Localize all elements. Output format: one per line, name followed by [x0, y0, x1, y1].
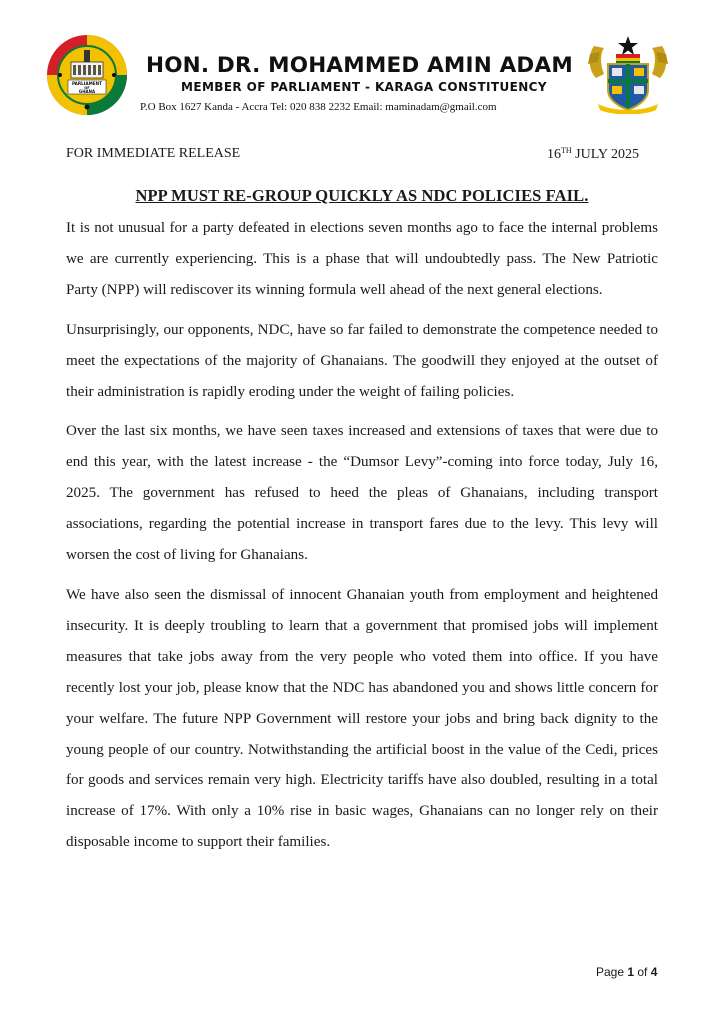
- logo-text-line-2: OF: [84, 86, 90, 90]
- current-page: 1: [627, 965, 635, 979]
- mp-role: MEMBER OF PARLIAMENT - KARAGA CONSTITUENCY: [181, 80, 547, 94]
- date-month-year: JULY 2025: [571, 147, 639, 162]
- date-day: 16: [547, 147, 561, 162]
- paragraph: We have also seen the dismissal of innocent Ghanaian youth from employment and heightened insecurity. It is deeply troubling to learn that a government that promised jobs will implement measures that take jobs away from the very people who voted them into office. If you have recently lost your job, please know that the NDC has abandoned you and shows little concern for your welfare. The future NPP Government will restore your jobs and bring back dignity to the young people of our country. Notwithstanding the artificial boost in the value of the Cedi, prices for goods and services remain very high. Electricity tariffs have also doubled, resulting in a total increase of 17%. With only a 10% rise in basic wages, Ghanaians can no longer rely on their disposable income to support their families.: [66, 586, 658, 851]
- total-pages: 4: [650, 965, 658, 979]
- parliament-of-ghana-logo: [46, 34, 128, 116]
- press-release-title: NPP MUST RE-GROUP QUICKLY AS NDC POLICIES FAIL.: [135, 186, 589, 205]
- mp-name: HON. DR. MOHAMMED AMIN ADAM: [146, 53, 573, 78]
- page-number: [596, 965, 657, 979]
- paragraph: It is not unusual for a party defeated in elections seven months ago to face the internal problems we are currently experiencing. This is a phase that will undoubtedly pass. The New Patriotic Party (NPP) will rediscover its winning formula well ahead of the next general elections.: [66, 220, 658, 298]
- logo-text-line-3: GHANA: [78, 89, 96, 94]
- page-of: of: [634, 965, 651, 979]
- paragraph: Unsurprisingly, our opponents, NDC, have so far failed to demonstrate the competence needed to meet the expectations of the majority of Ghanaians. The goodwill they enjoyed at the outset of their administration is rapidly eroding under the weight of failing policies.: [66, 321, 658, 400]
- date-suffix: TH: [561, 146, 572, 155]
- release-label: FOR IMMEDIATE RELEASE: [66, 146, 241, 161]
- logo-text-line-1: PARLIAMENT: [71, 81, 103, 86]
- contact-address: P.O Box 1627 Kanda - Accra Tel: 020 838 2232 Email: maminadam@gmail.com: [140, 101, 497, 113]
- page-label: Page: [596, 965, 628, 979]
- press-release-body: [66, 213, 658, 867]
- release-date: [547, 146, 639, 163]
- paragraph: Over the last six months, we have seen taxes increased and extensions of taxes that were due to end this year, with the latest increase - the “Dumsor Levy”-coming into force today, July 16, 2025. The government has refused to heed the pleas of Ghanaians, including transport associations, regarding the potential increase in transport fares due to the levy. This levy will worsen the cost of living for Ghanaians.: [66, 423, 658, 564]
- ghana-coat-of-arms: [584, 34, 672, 114]
